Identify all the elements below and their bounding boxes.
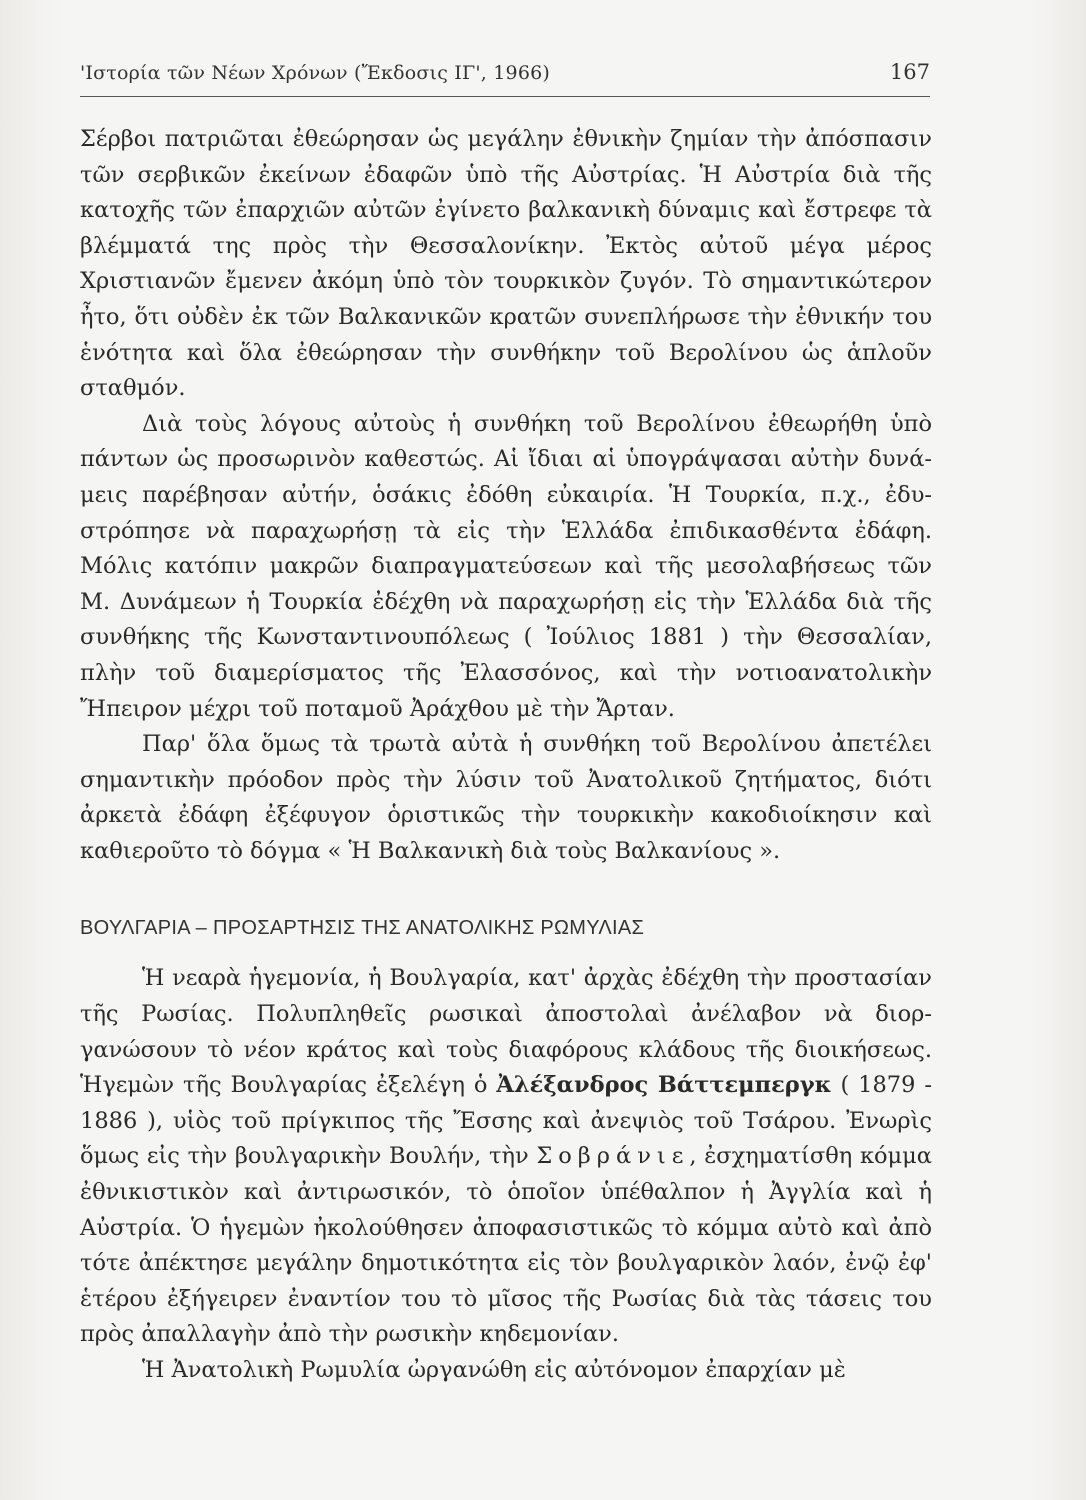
- paragraph-bulgaria-part-3: , ἐσχηματίσθη κόμμα ἐθνικιστικὸν καὶ ἀντιρωσικόν, τὸ ὁποῖον ὑπέθαλπον ἡ Ἀγγλία καὶ ἡ Αὐστρία. Ὁ ἡγεμὼν ἠκολούθησεν ἀποφασιστικῶς τὸ κόμμα αὐτὸ καὶ ἀπὸ τότε ἀπέκτησε μεγάλην δημοτικότητα εἰς τὸν βουλγαρικὸν λαόν, ἐνῷ ἐφ' ἑτέρου ἐξήγειρεν ἐναντίον του τὸ μῖσος τῆς Ρωσίας διὰ τὰς τάσεις του πρὸς ἀπαλλαγὴν ἀπὸ τὴν ρωσικὴν κηδεμονίαν.: [80, 1143, 932, 1348]
- running-header: [80, 56, 930, 97]
- body-text: [80, 122, 932, 1389]
- section-heading-bulgaria: ΒΟΥΛΓΑΡΙΑ – ΠΡΟΣΑΡΤΗΣΙΣ ΤΗΣ ΑΝΑΤΟΛΙΚΗΣ ΡΩΜΥΛΙΑΣ: [80, 917, 645, 940]
- prince-name: Ἀλέξανδρος Βάττεμπεργκ: [496, 1072, 832, 1099]
- running-title: 'Ιστορία τῶν Νέων Χρόνων (Ἔκδοσις ΙΓ', 1966): [80, 62, 551, 84]
- paragraph-berlin-progress: Παρ' ὅλα ὅμως τὰ τρωτὰ αὐτὰ ἡ συνθήκη τοῦ Βερολίνου ἀπετέλει σημαντικὴν πρόοδον πρὸς τὴν λύσιν τοῦ Ἀνατολικοῦ ζητήματος, διότι ἀρκετὰ ἐδάφη ἐξέφυγον ὁριστικῶς τὴν τουρκικὴν κακοδιοίκησιν καὶ καθιεροῦτο τὸ δόγμα « Ἡ Βαλκανικὴ διὰ τοὺς Βαλκανίους ».: [80, 731, 932, 864]
- paragraph-berlin-provisional: Διὰ τοὺς λόγους αὐτοὺς ἡ συνθήκη τοῦ Βερολίνου ἐθεωρήθη ὑπὸ πάντων ὡς προσωρινὸν καθεστώς. Αἱ ἴδιαι αἱ ὑπογράψασαι αὐτὴν δυνάμεις παρέβησαν αὐτήν, ὁσάκις ἐδόθη εὐκαιρία. Ἡ Τουρκία, π.χ., ἐδυστρόπησε νὰ παραχωρήσῃ τὰ εἰς τὴν Ἑλλάδα ἐπιδικασθέντα ἐδάφη. Μόλις κατόπιν μακρῶν διαπραγματεύσεων καὶ τῆς μεσολαβήσεως τῶν Μ. Δυνάμεων ἡ Τουρκία ἐδέχθη νὰ παραχωρήσῃ εἰς τὴν Ἑλλάδα διὰ τῆς συνθήκης τῆς Κωνσταντινουπόλεως ( Ἰούλιος 1881 ) τὴν Θεσσαλίαν, πλὴν τοῦ διαμερίσματος τῆς Ἐλασσόνος, καὶ τὴν νοτιοανατολικὴν Ἤπειρον μέχρι τοῦ ποταμοῦ Ἀράχθου μὲ τὴν Ἄρταν.: [80, 410, 932, 722]
- paragraph-bulgaria-part-2: ( 1879 - 1886 ), υἱὸς τοῦ πρίγκιπος τῆς Ἔσσης καὶ ἀνεψιὸς τοῦ Τσάρου. Ἐνωρὶς ὅμως εἰς τὴν βουλγαρικὴν Βουλήν, τὴν: [80, 1072, 932, 1170]
- paragraph-serbian-losses: Σέρβοι πατριῶται ἐθεώρησαν ὡς μεγάλην ἐθνικὴν ζημίαν τὴν ἀπόσπασιν τῶν σερβικῶν ἐκείνων ἐδαφῶν ὑπὸ τῆς Αὐστρίας. Ἡ Αὐστρία διὰ τῆς κατοχῆς τῶν ἐπαρχιῶν αὐτῶν ἐγίνετο βαλκανικὴ δύναμις καὶ ἔστρεφε τὰ βλέμματά της πρὸς τὴν Θεσσαλονίκην. Ἐκτὸς αὐτοῦ μέγα μέρος Χριστιανῶν ἔμενεν ἀκόμη ὑπὸ τὸν τουρκικὸν ζυγόν. Τὸ σημαντικώτερον ἦτο, ὅτι οὐδὲν ἐκ τῶν Βαλκανικῶν κρατῶν συνεπλήρωσε τὴν ἐθνικήν του ἑνότητα καὶ ὅλα ἐθεώρησαν τὴν συνθήκην τοῦ Βερολίνου ὡς ἁπλοῦν σταθμόν.: [80, 126, 932, 402]
- sobranie-term: Σοβράνιε: [536, 1143, 690, 1170]
- paragraph-bulgaria-part-1: Ἡ νεαρὰ ἡγεμονία, ἡ Βουλγαρία, κατ' ἀρχὰς ἐδέχθη τὴν προστασίαν τῆς Ρωσίας. Πολυπληθεῖς ρωσικαὶ ἀποστολαὶ ἀνέλαβον νὰ διοργανώσουν τὸ νέον κράτος καὶ τοὺς διαφόρους κλάδους τῆς διοικήσεως. Ἡγεμὼν τῆς Βουλγαρίας ἐξελέγη ὁ: [80, 965, 932, 1099]
- paragraph-eastern-rumelia: Ἡ Ἀνατολικὴ Ρωμυλία ὠργανώθη εἰς αὐτόνομον ἐπαρχίαν μὲ: [142, 1357, 846, 1383]
- page-number: 167: [889, 60, 930, 84]
- paragraph-bulgaria: [80, 961, 932, 1353]
